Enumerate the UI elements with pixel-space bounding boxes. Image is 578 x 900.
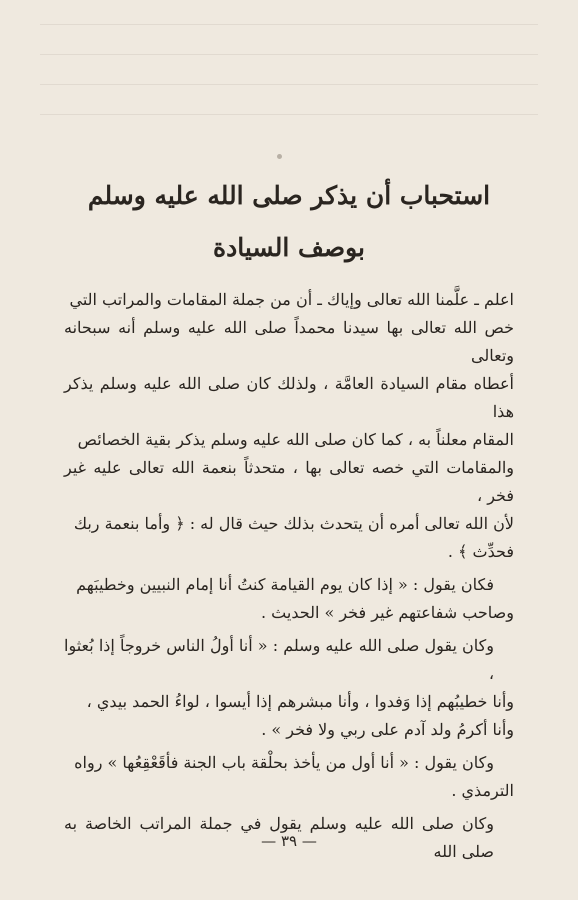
- text-line: وأنا أكرمُ ولد آدم على ربي ولا فخر » .: [261, 720, 514, 739]
- text-line: خص الله تعالى بها سيدنا محمداً صلى الله عليه وسلم أنه سبحانه وتعالى: [64, 318, 514, 365]
- paragraph: [64, 749, 514, 805]
- page-number: — ٣٩ —: [261, 832, 317, 850]
- text-line: لأن الله تعالى أمره أن يتحدث بذلك حيث قال له : ﴿ وأما بنعمة ربك: [73, 514, 514, 533]
- paragraph: [64, 632, 514, 744]
- text-line: فكان يقول : « إذا كان يوم القيامة كنتُ أنا إمام النبيين وخطيبَهم: [76, 575, 494, 594]
- paragraph: [64, 286, 514, 566]
- text-line: المقام معلناً به ، كما كان صلى الله عليه وسلم يذكر بقية الخصائص: [77, 430, 514, 449]
- text-line: وكان صلى الله عليه وسلم يقول في جملة المراتب الخاصة به صلى الله: [64, 814, 494, 861]
- text-line: وكان يقول صلى الله عليه وسلم : « أنا أولُ الناس خروجاً إذا بُعثوا ،: [64, 636, 494, 683]
- ornament-dot: [277, 154, 282, 159]
- text-line: أعطاه مقام السيادة العامَّة ، ولذلك كان صلى الله عليه وسلم يذكر هذا: [64, 374, 514, 421]
- body-text: [64, 286, 514, 871]
- text-line: وأنا خطيبُهم إذا وَفدوا ، وأنا مبشرهم إذا أيسوا ، لواءُ الحمد بيدي ،: [86, 692, 514, 711]
- text-line: وصاحب شفاعتهم غير فخر » الحديث .: [261, 603, 514, 622]
- heading-line-2: بوصف السيادة: [213, 233, 365, 262]
- text-line: وكان يقول : « أنا أول من يأخذ بحلْقة باب الجنة فأقَعْقِعُها » رواه: [74, 753, 494, 772]
- text-line: فحدِّث ﴾ .: [447, 542, 514, 561]
- chapter-heading: [55, 170, 523, 274]
- text-line: الترمذي .: [451, 781, 514, 800]
- bleed-through-texture: [40, 8, 538, 128]
- text-line: والمقامات التي خصه تعالى بها ، متحدثاً بنعمة الله تعالى عليه غير فخر ،: [64, 458, 514, 505]
- heading-line-1: استحباب أن يذكر صلى الله عليه وسلم: [87, 181, 491, 210]
- paragraph: [64, 571, 514, 627]
- text-line: اعلم ـ علَّمنا الله تعالى وإياك ـ أن من جملة المقامات والمراتب التي: [69, 290, 514, 309]
